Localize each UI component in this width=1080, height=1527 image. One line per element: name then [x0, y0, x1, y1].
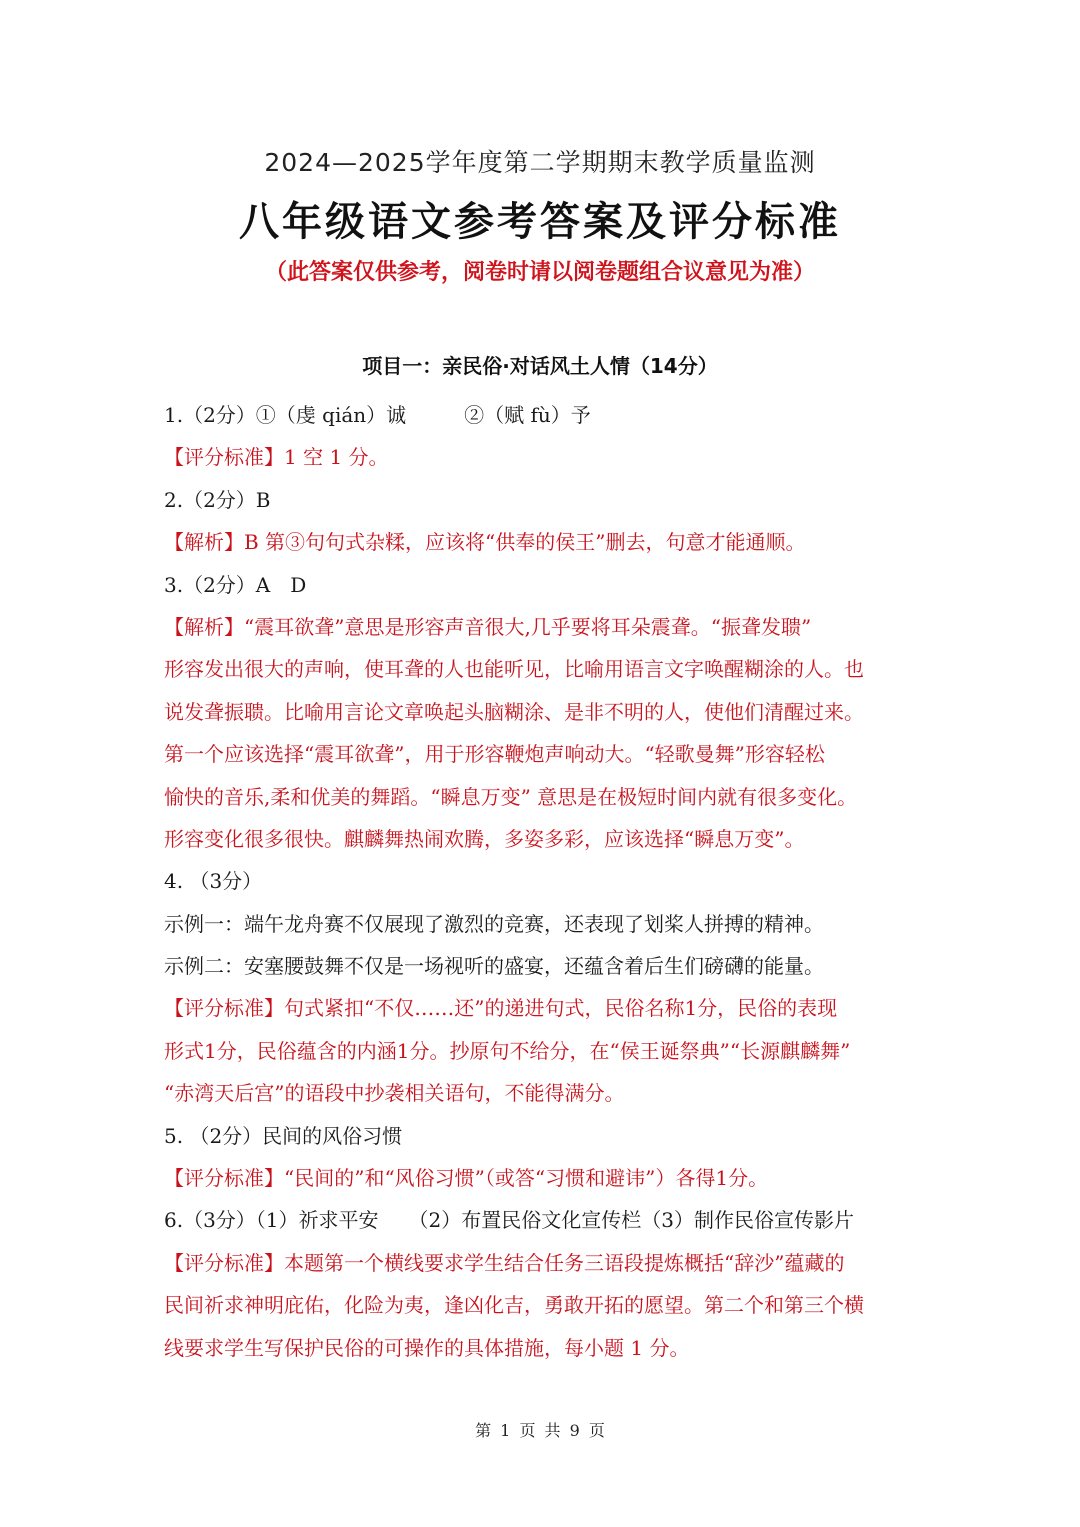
q1-answer-1: 1.（2分）①（虔 qián）诚: [164, 403, 407, 427]
q3-analysis-line: 形容变化很多很快。麒麟舞热闹欢腾，多姿多彩，应该选择“瞬息万变”。: [164, 826, 805, 851]
section-title: 项目一：亲民俗·对话风土人情（14分）: [362, 354, 718, 378]
q1-criteria: 【评分标准】1 空 1 分。: [164, 445, 389, 470]
q4-example-1: 示例一：端午龙舟赛不仅展现了激烈的竞赛，还表现了划桨人拼搏的精神。: [164, 911, 824, 936]
q2-answer: 2.（2分）B: [164, 487, 271, 512]
answer-content: [164, 394, 924, 1369]
q5-answer: 5. （2分）民间的风俗习惯: [164, 1123, 403, 1148]
q6-answer-2-3: （2）布置民俗文化宣传栏（3）制作民俗宣传影片: [408, 1208, 854, 1233]
document-title: 八年级语文参考答案及评分标准: [239, 199, 841, 245]
q6-criteria-line: 【评分标准】本题第一个横线要求学生结合任务三语段提炼概括“辞沙”蕴藏的: [164, 1250, 845, 1275]
q3-analysis-line: 【解析】“震耳欲聋”意思是形容声音很大,几乎要将耳朵震聋。“振聋发聩”: [164, 614, 812, 639]
q3-analysis-line: 形容发出很大的声响，使耳聋的人也能听见，比喻用语言文字唤醒糊涂的人。也: [164, 657, 864, 682]
page-footer: 第 1 页 共 9 页: [475, 1421, 605, 1440]
q3-answer: 3.（2分）A D: [164, 572, 307, 597]
q4-criteria-line: “赤湾天后宫”的语段中抄袭相关语句，不能得满分。: [164, 1081, 625, 1106]
q6-answer-1: 6.（3分）（1）祈求平安: [164, 1208, 379, 1233]
q3-analysis-line: 说发聋振聩。比喻用言论文章唤起头脑糊涂、是非不明的人，使他们清醒过来。: [164, 699, 864, 724]
q2-analysis: 【解析】B 第③句句式杂糅，应该将“供奉的侯王”删去，句意才能通顺。: [164, 530, 806, 555]
q1-answer: [164, 394, 924, 436]
q4-criteria-line: 形式1分，民俗蕴含的内涵1分。抄原句不给分，在“侯王诞祭典”“长源麒麟舞”: [164, 1038, 851, 1063]
q1-answer-2: ②（赋 fù）予: [464, 403, 591, 427]
q6-criteria-line: 民间祈求神明庇佑，化险为夷，逢凶化吉，勇敢开拓的愿望。第二个和第三个横: [164, 1293, 864, 1318]
q4-criteria-line: 【评分标准】句式紧扣“不仅……还”的递进句式，民俗名称1分，民俗的表现: [164, 996, 838, 1021]
exam-period-heading: 2024—2025学年度第二学期期末教学质量监测: [264, 148, 816, 177]
q3-analysis-line: 第一个应该选择“震耳欲聋”，用于形容鞭炮声响动大。“轻歌曼舞”形容轻松: [164, 742, 825, 767]
q6-criteria-line: 线要求学生写保护民俗的可操作的具体措施，每小题 1 分。: [164, 1335, 690, 1360]
q5-criteria: 【评分标准】“民间的”和“风俗习惯”（或答“习惯和避讳”）各得1分。: [164, 1166, 769, 1191]
q4-example-2: 示例二：安塞腰鼓舞不仅是一场视听的盛宴，还蕴含着后生们磅礴的能量。: [164, 954, 824, 979]
q4-answer: 4. （3分）: [164, 869, 263, 894]
disclaimer-note: （此答案仅供参考，阅卷时请以阅卷题组合议意见为准）: [264, 260, 815, 285]
q3-analysis-line: 愉快的音乐,柔和优美的舞蹈。“瞬息万变” 意思是在极短时间内就有很多变化。: [164, 784, 858, 809]
q6-answer: [164, 1199, 924, 1241]
